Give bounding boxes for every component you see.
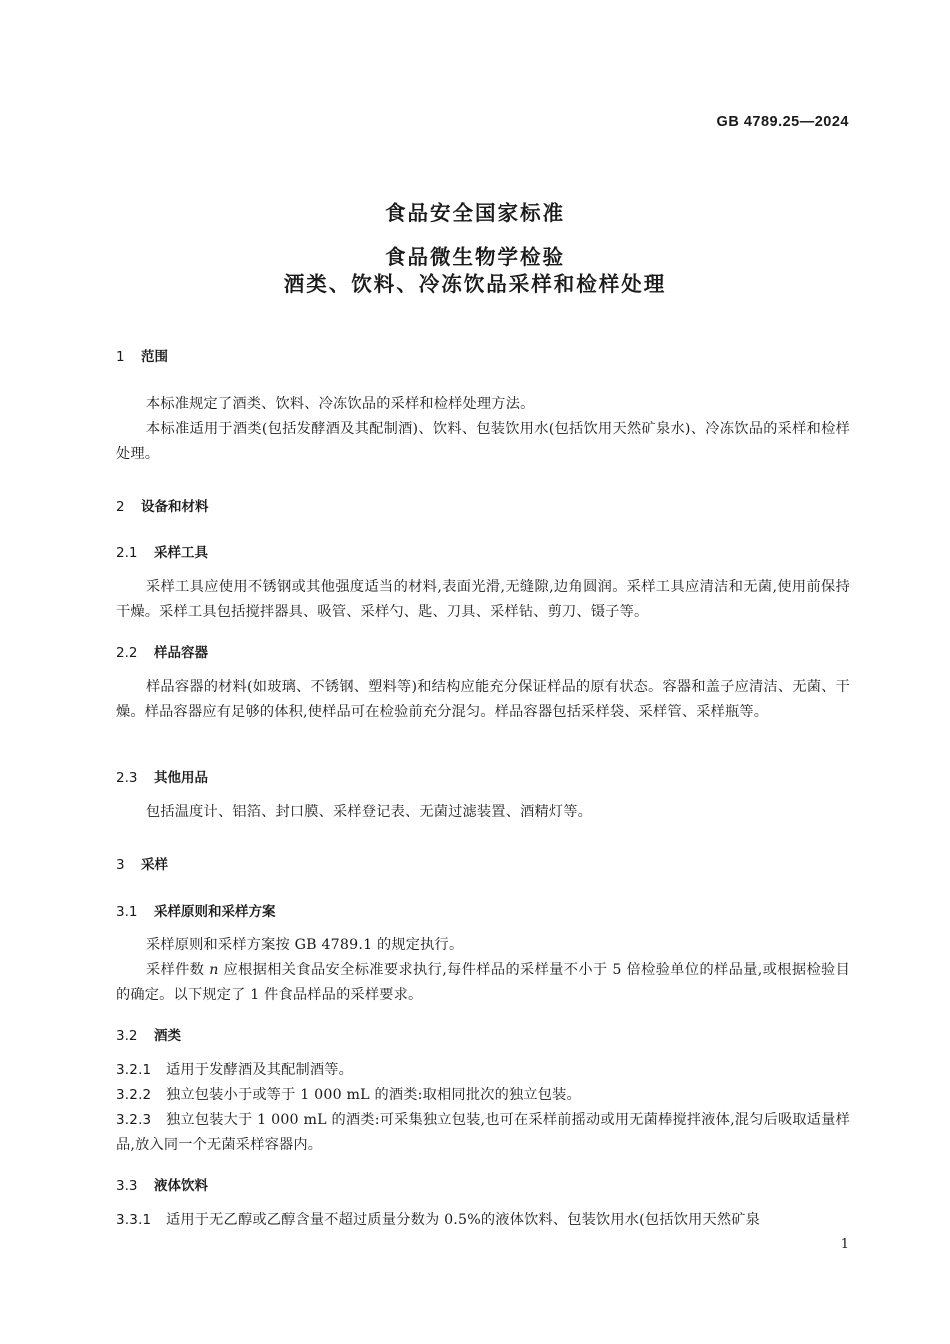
paragraph: 本标准适用于酒类(包括发酵酒及其配制酒)、饮料、包装饮用水(包括饮用天然矿泉水)、冷冻饮品的采样和检样处理。 xyxy=(116,421,850,462)
standard-code: GB 4789.25—2024 xyxy=(716,114,849,130)
section-1-heading xyxy=(116,345,168,365)
section-title: 范围 xyxy=(141,349,168,365)
clause-text: 独立包装小于或等于 1 000 mL 的酒类:取相同批次的独立包装。 xyxy=(166,1087,581,1103)
clause-number: 3.2.2 xyxy=(116,1087,152,1103)
subsection-title: 采样工具 xyxy=(154,545,208,561)
paragraph: 包括温度计、铝箔、封口膜、采样登记表、无菌过滤装置、酒精灯等。 xyxy=(146,804,593,820)
subsection-number: 2.1 xyxy=(116,545,138,561)
subsection-3-3-heading xyxy=(116,1174,208,1194)
clause-number: 3.3.1 xyxy=(116,1212,152,1228)
paragraph xyxy=(116,958,850,1008)
subsection-3-2-heading xyxy=(116,1024,181,1044)
clause-number: 3.2.1 xyxy=(116,1062,152,1078)
paragraph: 本标准规定了酒类、饮料、冷冻饮品的采样和检样处理方法。 xyxy=(146,396,535,412)
subsection-2-1-heading xyxy=(116,541,208,561)
paragraph: 采样工具应使用不锈钢或其他强度适当的材料,表面光滑,无缝隙,边角圆润。采样工具应清洁和无菌,使用前保持干燥。采样工具包括搅拌器具、吸管、采样勺、匙、刀具、采样钻、剪刀、镊子等。 xyxy=(116,579,850,620)
page-number: 1 xyxy=(840,1237,849,1252)
section-title: 设备和材料 xyxy=(141,499,209,515)
paragraph-text: 采样件数 xyxy=(146,962,210,978)
section-number: 3 xyxy=(116,857,125,873)
subsection-title: 液体饮料 xyxy=(154,1178,208,1194)
clause xyxy=(116,1083,850,1108)
subsection-number: 2.3 xyxy=(116,770,138,786)
subsection-title: 酒类 xyxy=(154,1028,181,1044)
subsection-number: 2.2 xyxy=(116,645,138,661)
doc-title-line1: 食品安全国家标准 xyxy=(385,201,565,225)
section-2-heading xyxy=(116,495,209,515)
subsection-2-2-heading xyxy=(116,641,208,661)
section-title: 采样 xyxy=(141,857,168,873)
subsection-title: 其他用品 xyxy=(154,770,208,786)
subsection-number: 3.1 xyxy=(116,904,138,920)
subsection-title: 采样原则和采样方案 xyxy=(154,904,276,920)
subsection-number: 3.3 xyxy=(116,1178,138,1194)
section-3-heading xyxy=(116,853,168,873)
clause-text: 适用于发酵酒及其配制酒等。 xyxy=(166,1062,354,1078)
clause xyxy=(116,1108,850,1158)
clause-text: 适用于无乙醇或乙醇含量不超过质量分数为 0.5%的液体饮料、包装饮用水(包括饮用天然矿泉 xyxy=(166,1212,761,1228)
paragraph: 样品容器的材料(如玻璃、不锈钢、塑料等)和结构应能充分保证样品的原有状态。容器和盖子应清洁、无菌、干燥。样品容器应有足够的体积,使样品可在检验前充分混匀。样品容器包括采样袋、采样管、采样瓶等。 xyxy=(116,679,850,720)
subsection-number: 3.2 xyxy=(116,1028,138,1044)
subsection-title: 样品容器 xyxy=(154,645,208,661)
paragraph-text: 应根据相关食品安全标准要求执行,每件样品的采样量不小于 5 倍检验单位的样品量,或根据检验目的确定。以下规定了 1 件食品样品的采样要求。 xyxy=(116,962,850,1003)
doc-title-line2: 食品微生物学检验 xyxy=(385,245,565,269)
section-number: 2 xyxy=(116,499,125,515)
paragraph: 采样原则和采样方案按 GB 4789.1 的规定执行。 xyxy=(146,937,464,953)
clause xyxy=(116,1208,850,1233)
clause-number: 3.2.3 xyxy=(116,1112,152,1128)
doc-title-line3: 酒类、饮料、冷冻饮品采样和检样处理 xyxy=(283,272,667,296)
variable-n: n xyxy=(209,962,219,978)
section-number: 1 xyxy=(116,349,125,365)
subsection-3-1-heading xyxy=(116,900,276,920)
clause xyxy=(116,1058,850,1083)
subsection-2-3-heading xyxy=(116,766,208,786)
clause-text: 独立包装大于 1 000 mL 的酒类:可采集独立包装,也可在采样前摇动或用无菌棒搅拌液体,混匀后吸取适量样品,放入同一个无菌采样容器内。 xyxy=(116,1112,850,1153)
